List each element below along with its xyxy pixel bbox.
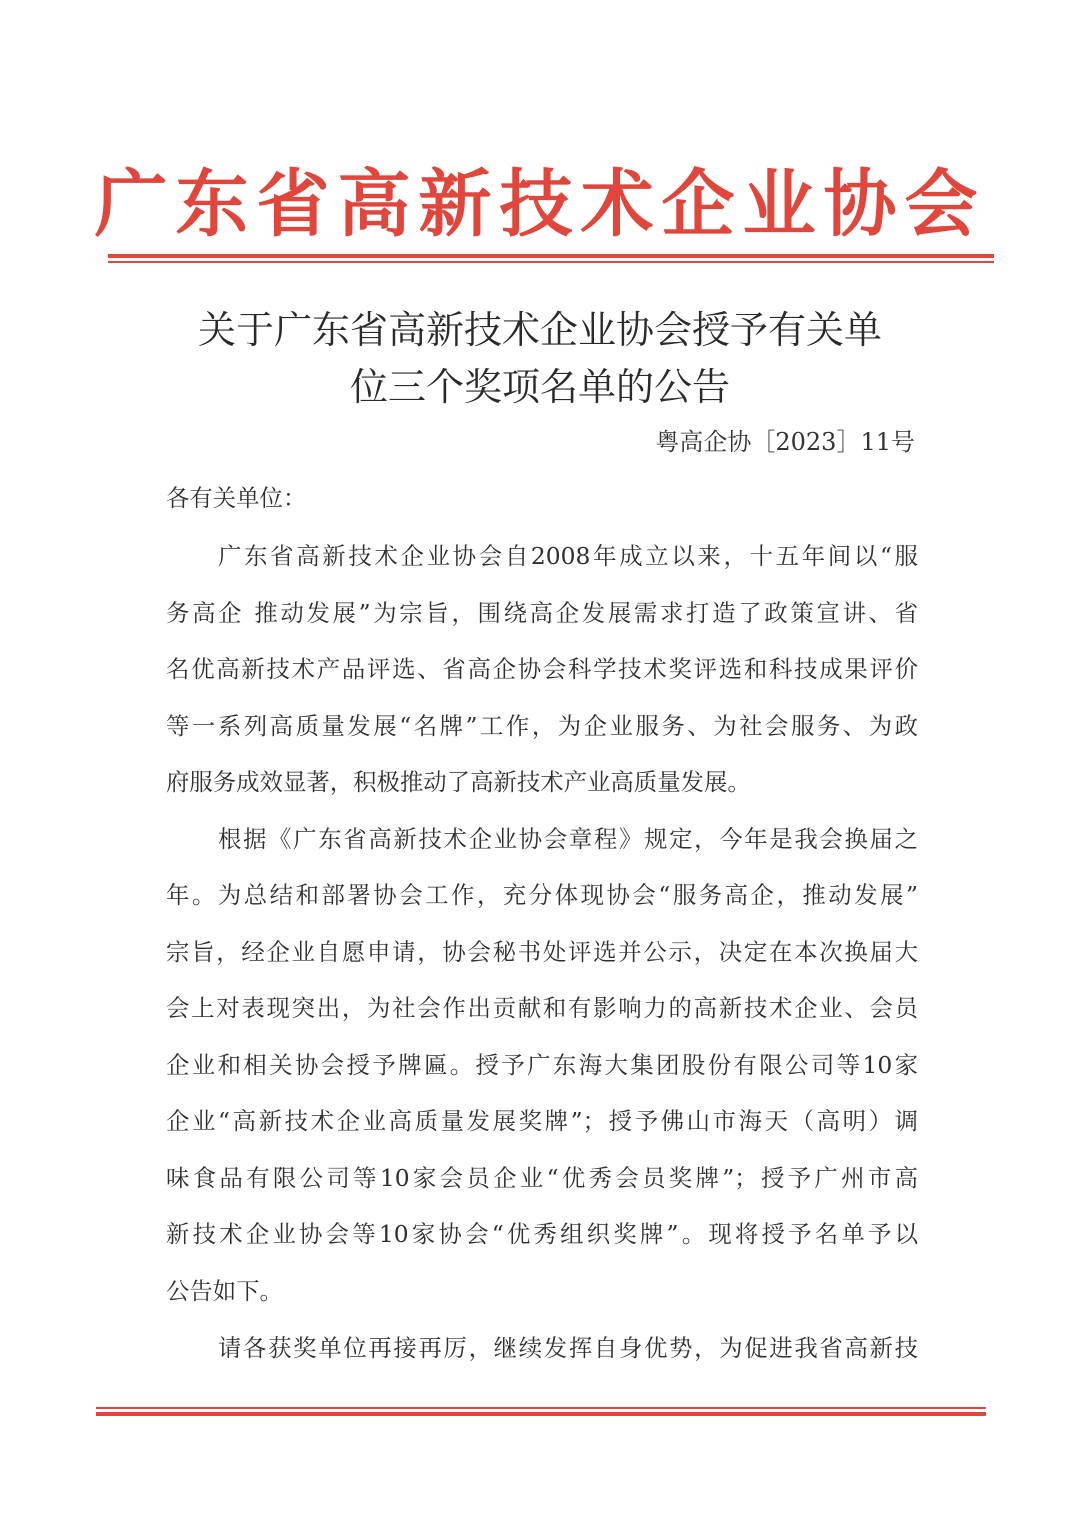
letterhead-rule-thin [108,261,994,263]
paragraph-2-line-5: 企业和相关协会授予牌匾。授予广东海大集团股份有限公司等10家 [166,1051,918,1079]
paragraph-2-line-7: 味食品有限公司等10家会员企业“优秀会员奖牌”；授予广州市高 [166,1164,918,1192]
paragraph-2-line-4: 会上对表现突出，为社会作出贡献和有影响力的高新技术企业、会员 [166,994,918,1022]
paragraph-2-line-8: 新技术企业协会等10家协会“优秀组织奖牌”。现将授予名单予以 [166,1220,918,1248]
paragraph-1-line-5: 府服务成效显著，积极推动了高新技术产业高质量发展。 [166,768,751,796]
document-title-line-2: 位三个奖项名单的公告 [349,365,730,409]
paragraph-2-line-6: 企业“高新技术企业高质量发展奖牌”；授予佛山市海天（高明）调 [166,1107,918,1135]
paragraph-2-line-2: 年。为总结和部署协会工作，充分体现协会“服务高企，推动发展” [166,881,918,909]
paragraph-1-line-2: 务高企 推动发展”为宗旨，围绕高企发展需求打造了政策宣讲、省 [166,599,918,627]
paragraph-2-line-3: 宗旨，经企业自愿申请，协会秘书处评选并公示，决定在本次换届大 [166,938,918,966]
paragraph-1-line-4: 等一系列高质量发展“名牌”工作，为企业服务、为社会服务、为政 [166,712,918,740]
paragraph-2-line-1: 根据《广东省高新技术企业协会章程》规定，今年是我会换届之 [218,825,918,853]
document-number: 粤高企协［2023］11号 [655,428,915,456]
paragraph-1-line-1: 广东省高新技术企业协会自2008年成立以来，十五年间以“服 [218,542,918,570]
paragraph-1-line-3: 名优高新技术产品评选、省高企协会科学技术奖评选和科技成果评价 [166,655,918,683]
salutation: 各有关单位： [166,484,307,512]
footer-rule-thick [96,1412,986,1416]
paragraph-3-line-1: 请各获奖单位再接再厉，继续发挥自身优势，为促进我省高新技 [218,1334,918,1362]
paragraph-2-line-9: 公告如下。 [166,1277,283,1305]
letterhead-rule-thick [108,254,994,258]
footer-rule-thin [96,1407,986,1409]
letterhead-title: 广东省高新技术企业协会 [94,162,986,247]
document-title-line-1: 关于广东省高新技术企业协会授予有关单 [197,308,882,352]
